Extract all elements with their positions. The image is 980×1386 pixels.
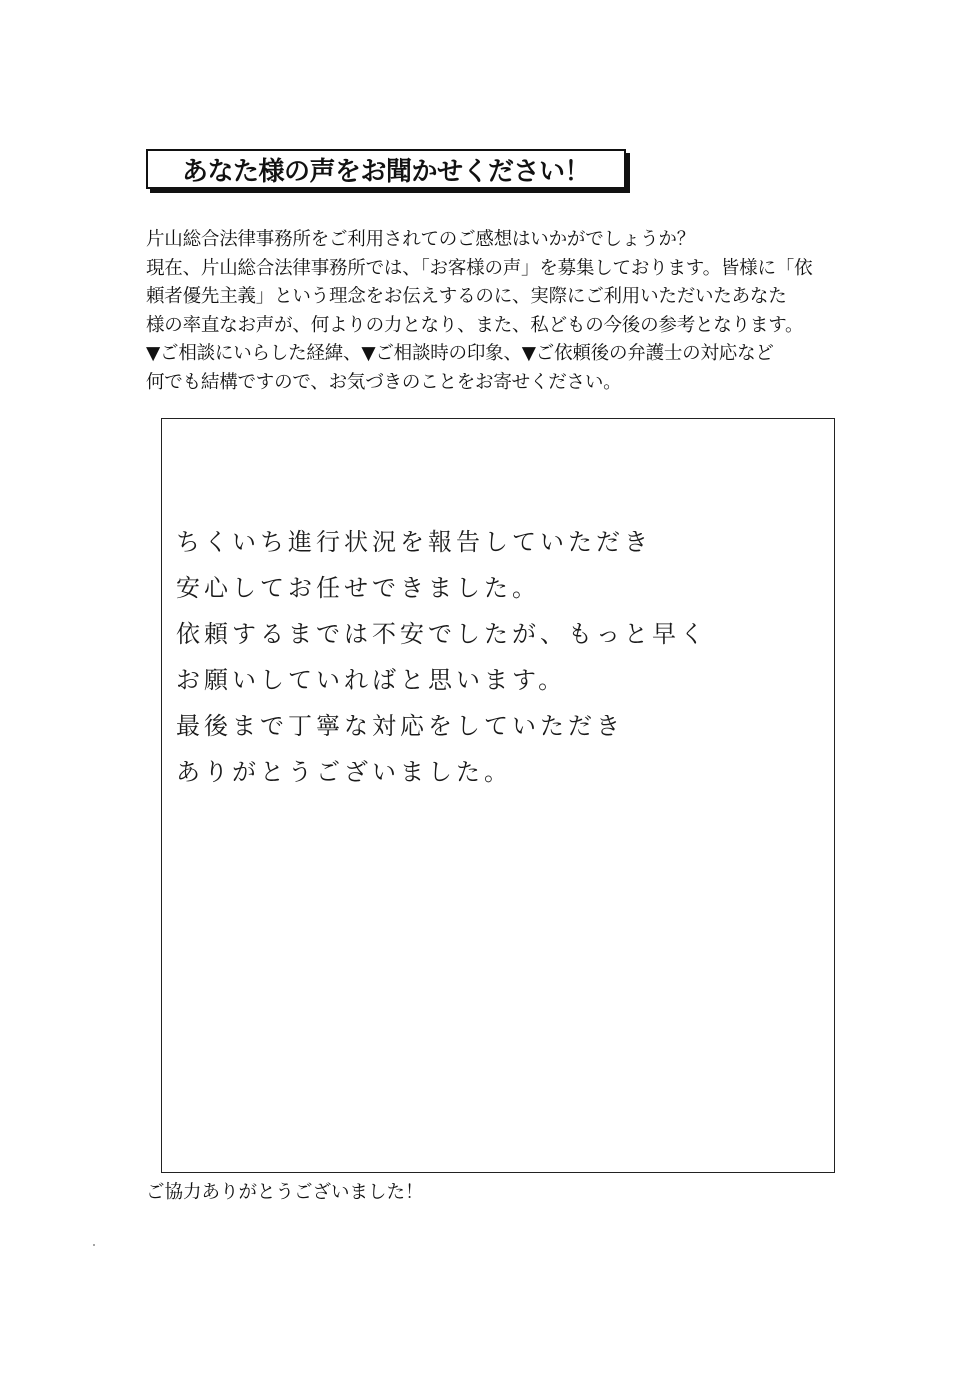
handwritten-comment [176, 519, 816, 795]
intro-line: ▼ご相談にいらした経緯、▼ご相談時の印象、▼ご依頼後の弁護士の対応など [146, 343, 774, 364]
page-title: あなた様の声をお聞かせください！ [181, 156, 590, 187]
handwritten-line: 安心してお任せできました。 [176, 574, 540, 602]
intro-paragraph [146, 226, 856, 397]
title-box [146, 149, 626, 189]
intro-line: 何でも結構ですので、お気づきのことをお寄せください。 [146, 371, 622, 393]
intro-line: 様の率直なお声が、何よりの力となり、また、私どもの今後の参考となります。 [146, 314, 804, 336]
intro-line: 頼者優先主義」という理念をお伝えするのに、実際にご利用いただいたあなた [146, 286, 787, 307]
handwritten-line: ちくいち進行状況を報告していただき [176, 528, 652, 556]
handwritten-line: 最後まで丁寧な対応をしていただき [176, 712, 624, 740]
answer-box [161, 418, 835, 1173]
handwritten-line: 依頼するまでは不安でしたが、もっと早く [176, 620, 708, 648]
intro-line: 片山総合法律事務所をご利用されてのご感想はいかがでしょうか？ [146, 229, 696, 250]
scan-speck [93, 1244, 95, 1246]
intro-line: 現在、片山総合法律事務所では、「お客様の声」を募集しております。皆様に「依 [146, 257, 813, 279]
handwritten-line: お願いしていればと思います。 [176, 666, 567, 694]
handwritten-line: ありがとうございました。 [176, 758, 512, 786]
closing-message: ご協力ありがとうございました！ [146, 1182, 424, 1203]
